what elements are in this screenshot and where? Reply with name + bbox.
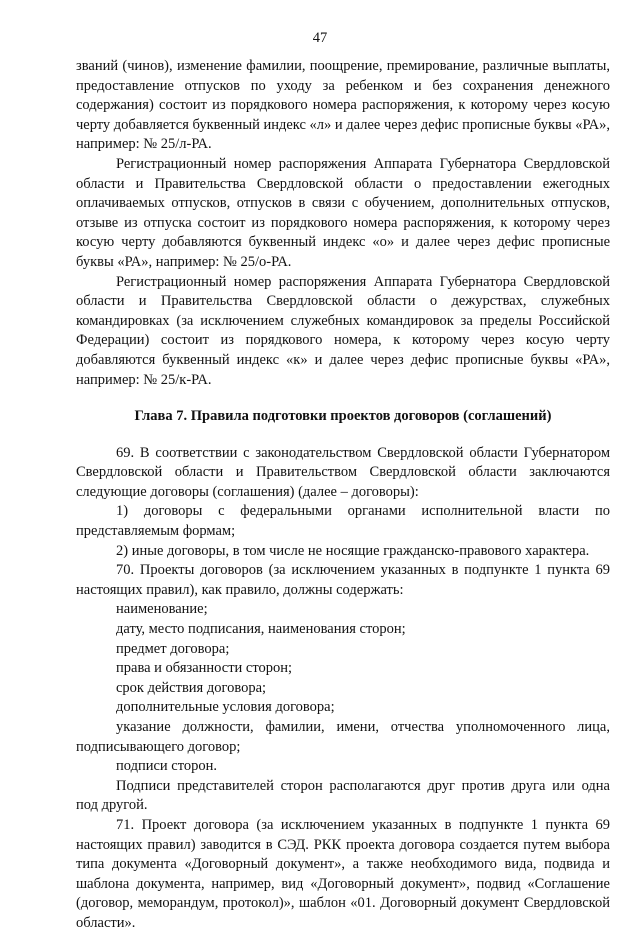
paragraph-leave-registration: Регистрационный номер распоряжения Аппарата Губернатора Свердловской области и Правительства Свердловской области о предоставлении ежегодных оплачиваемых отпусков, отпусков в связи с обучением, дополнительных отпусков, отзыве из отпуска состоит из порядкового номера распоряжения, к которому через косую черту добавляются буквенный индекс «о» и далее через дефис прописные буквы «РА», например: № 25/о-РА. — [76, 155, 610, 270]
paragraph-71: 71. Проект договора (за исключением указанных в подпункте 1 пункта 69 настоящих правил) заводится в СЭД. РКК проекта договора создается путем выбора типа документа «Договорный документ», а также необходимого вида, подвида и шаблона документа, например, вид «Договорный документ», подвид «Соглашение (договор, меморандум, протокол)», шаблон «01. Договорный документ Свердловской области». — [76, 816, 610, 931]
paragraph-69-item-2: 2) иные договоры, в том числе не носящие гражданско-правового характера. — [116, 542, 590, 559]
paragraph-duty-registration: Регистрационный номер распоряжения Аппарата Губернатора Свердловской области и Правительства Свердловской области о дежурствах, служебных командировках (за исключением служебных командировок за пределы Российской Федерации) состоит из порядкового номера, к которому через косую черту добавляются буквенный индекс «к» и далее через дефис прописные буквы «РА», например: № 25/к-РА. — [76, 273, 610, 388]
list-item: дату, место подписания, наименования сторон; — [116, 621, 406, 638]
paragraph-continuation: званий (чинов), изменение фамилии, поощрение, премирование, различные выплаты, предоставление отпусков по уходу за ребенком и без сохранения денежного содержания) состоит из порядкового номера распоряжения, к которому через косую черту добавляется буквенный индекс «л» и далее через дефис прописные буквы «РА», например: № 25/л-РА. — [76, 58, 611, 153]
paragraph-70: 70. Проекты договоров (за исключением указанных в подпункте 1 пункта 69 настоящих правил), как правило, должны содержать: — [76, 562, 610, 598]
page-number: 47 — [312, 30, 328, 46]
paragraph-69-item-1: 1) договоры с федеральными органами исполнительной власти по представляемым формам; — [76, 503, 610, 540]
list-item: дополнительные условия договора; — [116, 699, 335, 716]
list-item: права и обязанности сторон; — [116, 660, 293, 677]
paragraph-70-note: Подписи представителей сторон располагаются друг против друга или одна под другой. — [76, 777, 610, 814]
document-body — [76, 57, 610, 934]
paragraph-69: 69. В соответствии с законодательством Свердловской области Губернатором Свердловской области и Правительством Свердловской области заключаются следующие договоры (соглашения) (далее – договоры): — [76, 444, 610, 500]
list-item: предмет договора; — [116, 640, 230, 657]
list-item: срок действия договора; — [116, 679, 267, 696]
chapter-heading: Глава 7. Правила подготовки проектов договоров (соглашений) — [134, 408, 552, 425]
paragraph-70-signer: указание должности, фамилии, имени, отчества уполномоченного лица, подписывающего договор; — [76, 719, 610, 755]
list-item: подписи сторон. — [116, 758, 218, 775]
list-item: наименование; — [116, 601, 208, 618]
